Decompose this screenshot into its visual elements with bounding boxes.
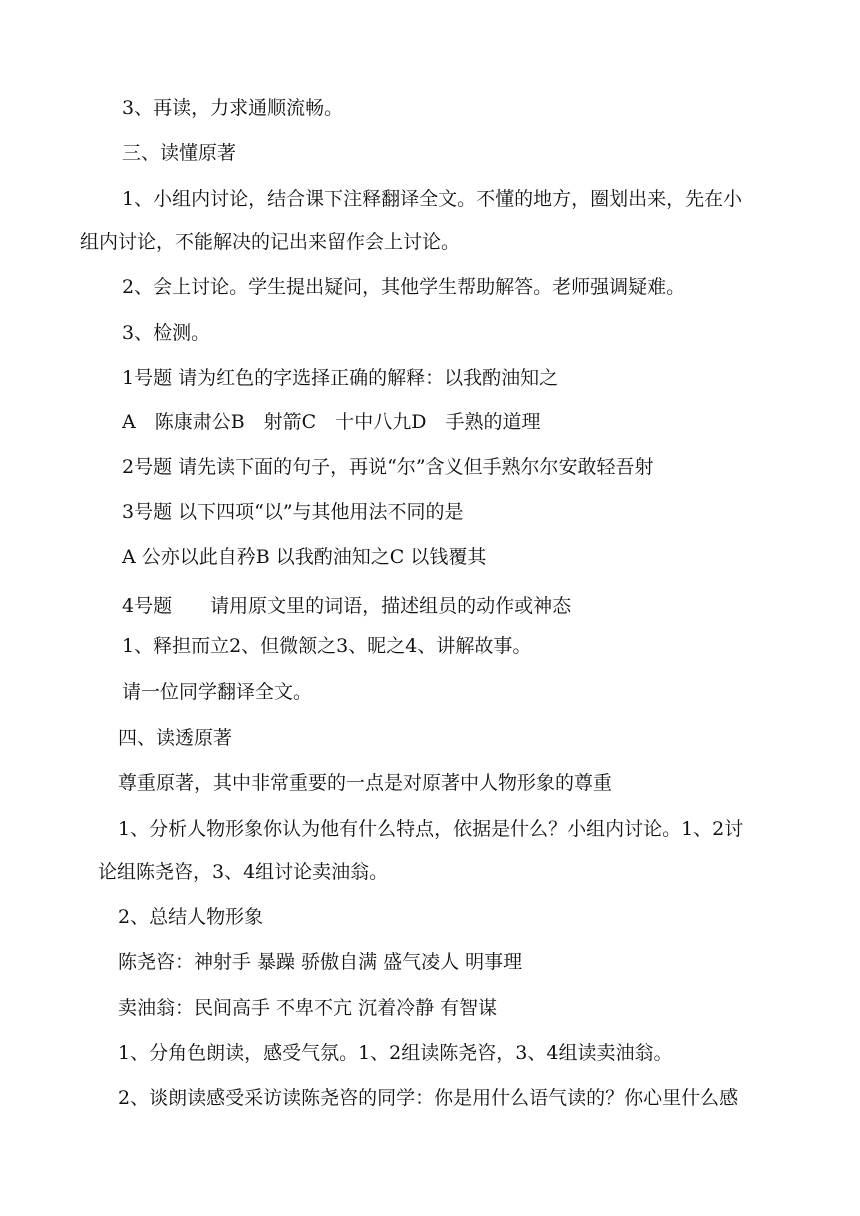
text-line: 论组陈尧咨，3、4组讨论卖油翁。 — [98, 861, 389, 883]
text-line: 1、分角色朗读，感受气氛。1、2组读陈尧咨，3、4组读卖油翁。 — [118, 1042, 673, 1064]
text-line: 尊重原著，其中非常重要的一点是对原著中人物形象的尊重 — [118, 772, 613, 794]
question-line: 3号题 以下四项“以”与其他用法不同的是 — [122, 501, 464, 523]
question-line: 4号题 请用原文里的词语，描述组员的动作或神态 — [122, 595, 572, 617]
text-line: 2、总结人物形象 — [118, 906, 264, 928]
text-line: 2、谈朗读感受采访读陈尧咨的同学：你是用什么语气读的？你心里什么感 — [118, 1087, 739, 1109]
text-line: 请一位同学翻译全文。 — [122, 681, 313, 703]
text-line: 组内讨论，不能解决的记出来留作会上讨论。 — [80, 231, 461, 253]
text-line: 2、会上讨论。学生提出疑问，其他学生帮助解答。老师强调疑难。 — [122, 276, 686, 298]
options-line: A 公亦以此自矜B 以我酌油知之C 以钱覆其 — [122, 546, 487, 568]
text-line: 卖油翁：民间高手 不卑不亢 沉着冷静 有智谋 — [118, 997, 498, 1019]
text-line: 1、小组内讨论，结合课下注释翻译全文。不懂的地方，圈划出来，先在小 — [122, 188, 743, 210]
text-line: 3、检测。 — [122, 322, 211, 344]
section-heading: 四、读透原著 — [118, 727, 233, 749]
section-heading: 三、读懂原著 — [122, 142, 237, 164]
question-line: 1号题 请为红色的字选择正确的解释：以我酌油知之 — [122, 367, 559, 389]
text-line: 1、分析人物形象你认为他有什么特点，依据是什么？小组内讨论。1、2讨 — [118, 818, 744, 840]
text-line: 1、释担而立2、但微颔之3、昵之4、讲解故事。 — [122, 635, 532, 657]
options-line: A 陈康肃公B 射箭C 十中八九D 手熟的道理 — [122, 411, 541, 433]
text-line: 3、再读，力求通顺流畅。 — [122, 97, 344, 119]
question-line: 2号题 请先读下面的句子，再说“尔”含义但手熟尔尔安敢轻吾射 — [122, 456, 654, 478]
text-line: 陈尧咨：神射手 暴躁 骄傲自满 盛气凌人 明事理 — [118, 951, 523, 973]
